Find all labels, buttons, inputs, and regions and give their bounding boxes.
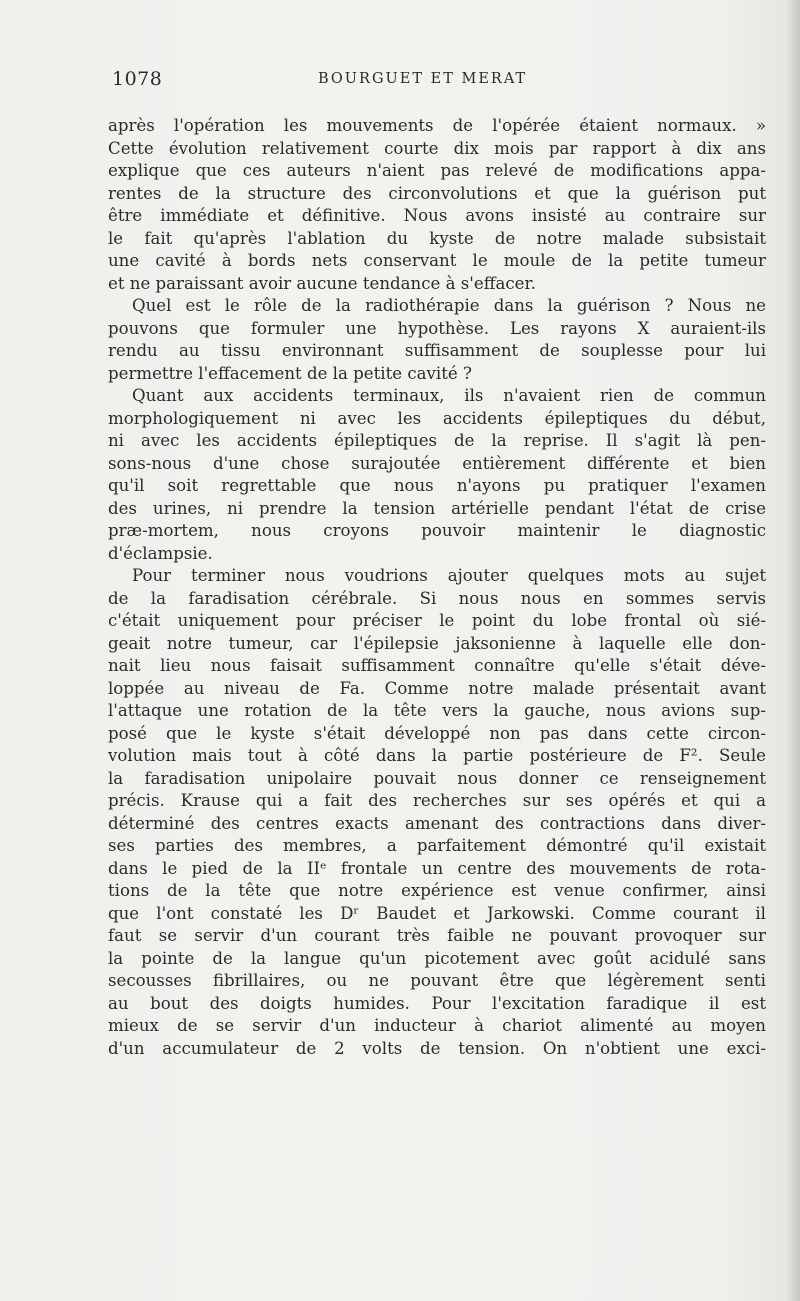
- text-line: faut se servir d'un courant très faible ne pouvant provoquer sur: [108, 926, 766, 945]
- text-line: précis. Krause qui a fait des recherches sur ses opérés et qui a: [108, 791, 766, 810]
- text-line: ni avec les accidents épileptiques de la reprise. Il s'agit là pen-: [108, 431, 766, 450]
- text-line: le fait qu'après l'ablation du kyste de notre malade subsistait: [108, 228, 766, 248]
- text-line: loppée au niveau de Fa. Comme notre malade présentait avant: [108, 678, 766, 698]
- text-line: dans le pied de la IIᵉ frontale un centre des mouvements de rota-: [108, 858, 766, 878]
- text-line: Quant aux accidents terminaux, ils n'avaient rien de commun: [132, 386, 766, 405]
- text-line: posé que le kyste s'était développé non pas dans cette circon-: [108, 723, 766, 743]
- text-line: une cavité à bords nets conservant le moule de la petite tumeur: [108, 251, 766, 270]
- running-head: BOURGUET ET MERAT: [318, 71, 528, 87]
- text-line: secousses fibrillaires, ou ne pouvant être que légèrement senti: [108, 971, 766, 990]
- text-line: déterminé des centres exacts amenant des contractions dans diver-: [108, 813, 766, 833]
- text-line: rendu au tissu environnant suffisamment de souplesse pour lui: [108, 341, 766, 360]
- text-line: volution mais tout à côté dans la partie postérieure de F². Seule: [108, 746, 766, 765]
- text-line: nait lieu nous faisait suffisamment connaître qu'elle s'était déve-: [108, 656, 766, 675]
- body-text: [108, 115, 766, 1060]
- text-line: mieux de se servir d'un inducteur à chariot alimenté au moyen: [108, 1016, 766, 1035]
- text-line: Pour terminer nous voudrions ajouter quelques mots au sujet: [132, 566, 766, 585]
- text-line: præ-mortem, nous croyons pouvoir maintenir le diagnostic: [108, 521, 766, 540]
- text-line: être immédiate et définitive. Nous avons insisté au contraire sur: [108, 206, 766, 225]
- text-line: que l'ont constaté les Dʳ Baudet et Jarkowski. Comme courant il: [108, 903, 766, 923]
- page-number: 1078: [112, 68, 163, 90]
- text-line: tions de la tête que notre expérience est venue confirmer, ainsi: [108, 881, 766, 900]
- text-line: explique que ces auteurs n'aient pas relevé de modifications appa-: [108, 161, 766, 180]
- page-header: [108, 68, 688, 92]
- text-line: rentes de la structure des circonvolutions et que la guérison put: [108, 183, 766, 203]
- text-line: après l'opération les mouvements de l'opérée étaient normaux. »: [108, 116, 766, 135]
- text-line: la faradisation unipolaire pouvait nous donner ce renseignement: [108, 768, 766, 788]
- text-line: de la faradisation cérébrale. Si nous nous en sommes servis: [108, 588, 766, 608]
- text-line: morphologiquement ni avec les accidents épileptiques du début,: [108, 408, 766, 428]
- text-line: d'éclampsie.: [108, 543, 213, 563]
- text-line: qu'il soit regrettable que nous n'ayons pu pratiquer l'examen: [108, 476, 766, 495]
- text-line: c'était uniquement pour préciser le point du lobe frontal où sié-: [108, 611, 766, 630]
- text-line: la pointe de la langue qu'un picotement avec goût acidulé sans: [108, 948, 766, 968]
- text-line: geait notre tumeur, car l'épilepsie jaksonienne à laquelle elle don-: [108, 633, 766, 653]
- text-line: au bout des doigts humides. Pour l'excitation faradique il est: [108, 993, 766, 1013]
- text-line: d'un accumulateur de 2 volts de tension. On n'obtient une exci-: [108, 1038, 766, 1058]
- text-line: pouvons que formuler une hypothèse. Les rayons X auraient-ils: [108, 318, 766, 338]
- text-line: l'attaque une rotation de la tête vers la gauche, nous avions sup-: [108, 701, 766, 720]
- text-line: ses parties des membres, a parfaitement démontré qu'il existait: [108, 836, 766, 855]
- page-edge-shadow: [786, 0, 800, 1301]
- text-line: Cette évolution relativement courte dix mois par rapport à dix ans: [108, 138, 766, 158]
- text-line: permettre l'effacement de la petite cavité ?: [108, 363, 472, 383]
- text-line: sons-nous d'une chose surajoutée entièrement différente et bien: [108, 453, 766, 473]
- text-line: Quel est le rôle de la radiothérapie dans la guérison ? Nous ne: [132, 296, 766, 315]
- text-line: et ne paraissant avoir aucune tendance à s'effacer.: [108, 273, 536, 293]
- text-line: des urines, ni prendre la tension artérielle pendant l'état de crise: [108, 498, 766, 518]
